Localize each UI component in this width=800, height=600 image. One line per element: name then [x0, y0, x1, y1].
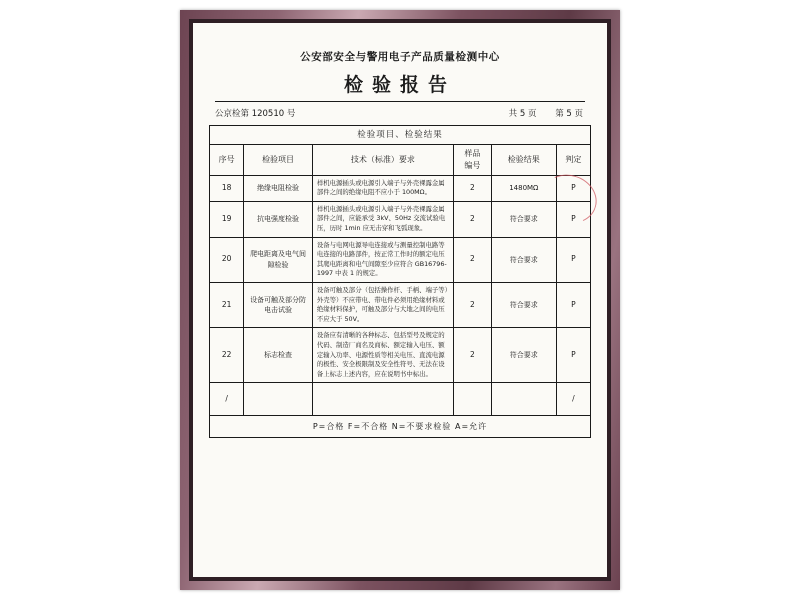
report-number: 公京检第 120510 号: [215, 109, 296, 119]
report-document: [193, 23, 607, 577]
row-verdict: P: [556, 328, 590, 383]
row-no: 18: [210, 175, 244, 201]
table-row: [210, 237, 591, 282]
row-item: 抗电强度检验: [244, 201, 313, 237]
row-requirement: 设备可触及部分（包括操作杆、手柄、端子等）外壳等）不应带电、带电件必须用绝缘材料或绝缘材料保护，可触及部分与大地之间的电压不应大于 50V。: [312, 282, 453, 327]
table-row: [210, 383, 591, 416]
row-item: 设备可触及部分防电击试验: [244, 282, 313, 327]
col-header-no: 序号: [210, 145, 244, 175]
table-row: [210, 328, 591, 383]
title-divider: [215, 101, 585, 102]
col-header-item: 检验项目: [244, 145, 313, 175]
report-meta-line: [209, 107, 591, 119]
photo-frame: [180, 10, 620, 590]
row-sample-no: [453, 383, 491, 416]
document-title: 检验报告: [343, 74, 456, 96]
row-no: 22: [210, 328, 244, 383]
page-current: 第 5 页: [555, 109, 583, 119]
frame-inner-bevel: [189, 19, 611, 581]
col-header-sample-no: [453, 145, 491, 175]
table-row: [210, 282, 591, 327]
col-header-result: 检验结果: [491, 145, 556, 175]
row-result: 符合要求: [491, 328, 556, 383]
row-requirement: 设备应有清晰的各种标志、包括型号及规定的代码、制造厂商名及商标、额定输入电压、额定输入功率、电源性质等相关电压、直流电源的极性、安全极限制及安全性符号、无法在设备上标志上述内容，应在说明书中标出。: [312, 328, 453, 383]
section-header: 检验项目、检验结果: [210, 126, 591, 145]
row-verdict: P: [556, 201, 590, 237]
row-requirement: 样机电源插头或电源引入端子与外壳裸露金属部件之间的绝缘电阻不应小于 100MΩ。: [312, 175, 453, 201]
row-verdict: P: [556, 282, 590, 327]
row-sample-no: 2: [453, 201, 491, 237]
row-requirement: 设备与电网电源导电连接或与测量控制电路等电连接的电路部件，按正常工作时的额定电压其爬电距离和电气间隙至少应符合 GB16796-1997 中表 1 的规定。: [312, 237, 453, 282]
row-result: 符合要求: [491, 201, 556, 237]
table-header-row: [210, 145, 591, 175]
row-no: 21: [210, 282, 244, 327]
verdict-legend: P=合格 F=不合格 N=不要求检验 A=允许: [209, 416, 591, 438]
col-header-sample-no-line1: 样品: [464, 149, 481, 159]
row-sample-no: 2: [453, 237, 491, 282]
row-requirement: 样机电源插头或电源引入端子与外壳裸露金属部件之间，应能承受 3kV、50Hz 交流试验电压，历时 1min 应无击穿和飞弧现象。: [312, 201, 453, 237]
row-result: 符合要求: [491, 282, 556, 327]
row-no: /: [210, 383, 244, 416]
row-verdict: /: [556, 383, 590, 416]
row-item: 绝缘电阻检验: [244, 175, 313, 201]
table-row: [210, 201, 591, 237]
col-header-verdict: 判定: [556, 145, 590, 175]
row-result: 符合要求: [491, 237, 556, 282]
row-result: [491, 383, 556, 416]
row-item: [244, 383, 313, 416]
table-section-header-row: [210, 126, 591, 145]
page-total: 共 5 页: [508, 109, 537, 119]
row-verdict: P: [556, 237, 590, 282]
row-requirement: [312, 383, 453, 416]
table-row: [210, 175, 591, 201]
col-header-requirement: 技术（标准）要求: [312, 145, 453, 175]
row-sample-no: 2: [453, 328, 491, 383]
row-verdict: P: [556, 175, 590, 201]
row-sample-no: 2: [453, 282, 491, 327]
inspection-results-table: [209, 125, 591, 416]
row-no: 19: [210, 201, 244, 237]
issuing-organization: 公安部安全与警用电子产品质量检测中心: [300, 51, 500, 63]
row-no: 20: [210, 237, 244, 282]
row-sample-no: 2: [453, 175, 491, 201]
col-header-sample-no-line2: 编号: [464, 160, 481, 170]
row-item: 标志检查: [244, 328, 313, 383]
row-result: 1480MΩ: [491, 175, 556, 201]
row-item: 爬电距离及电气间隙检验: [244, 237, 313, 282]
